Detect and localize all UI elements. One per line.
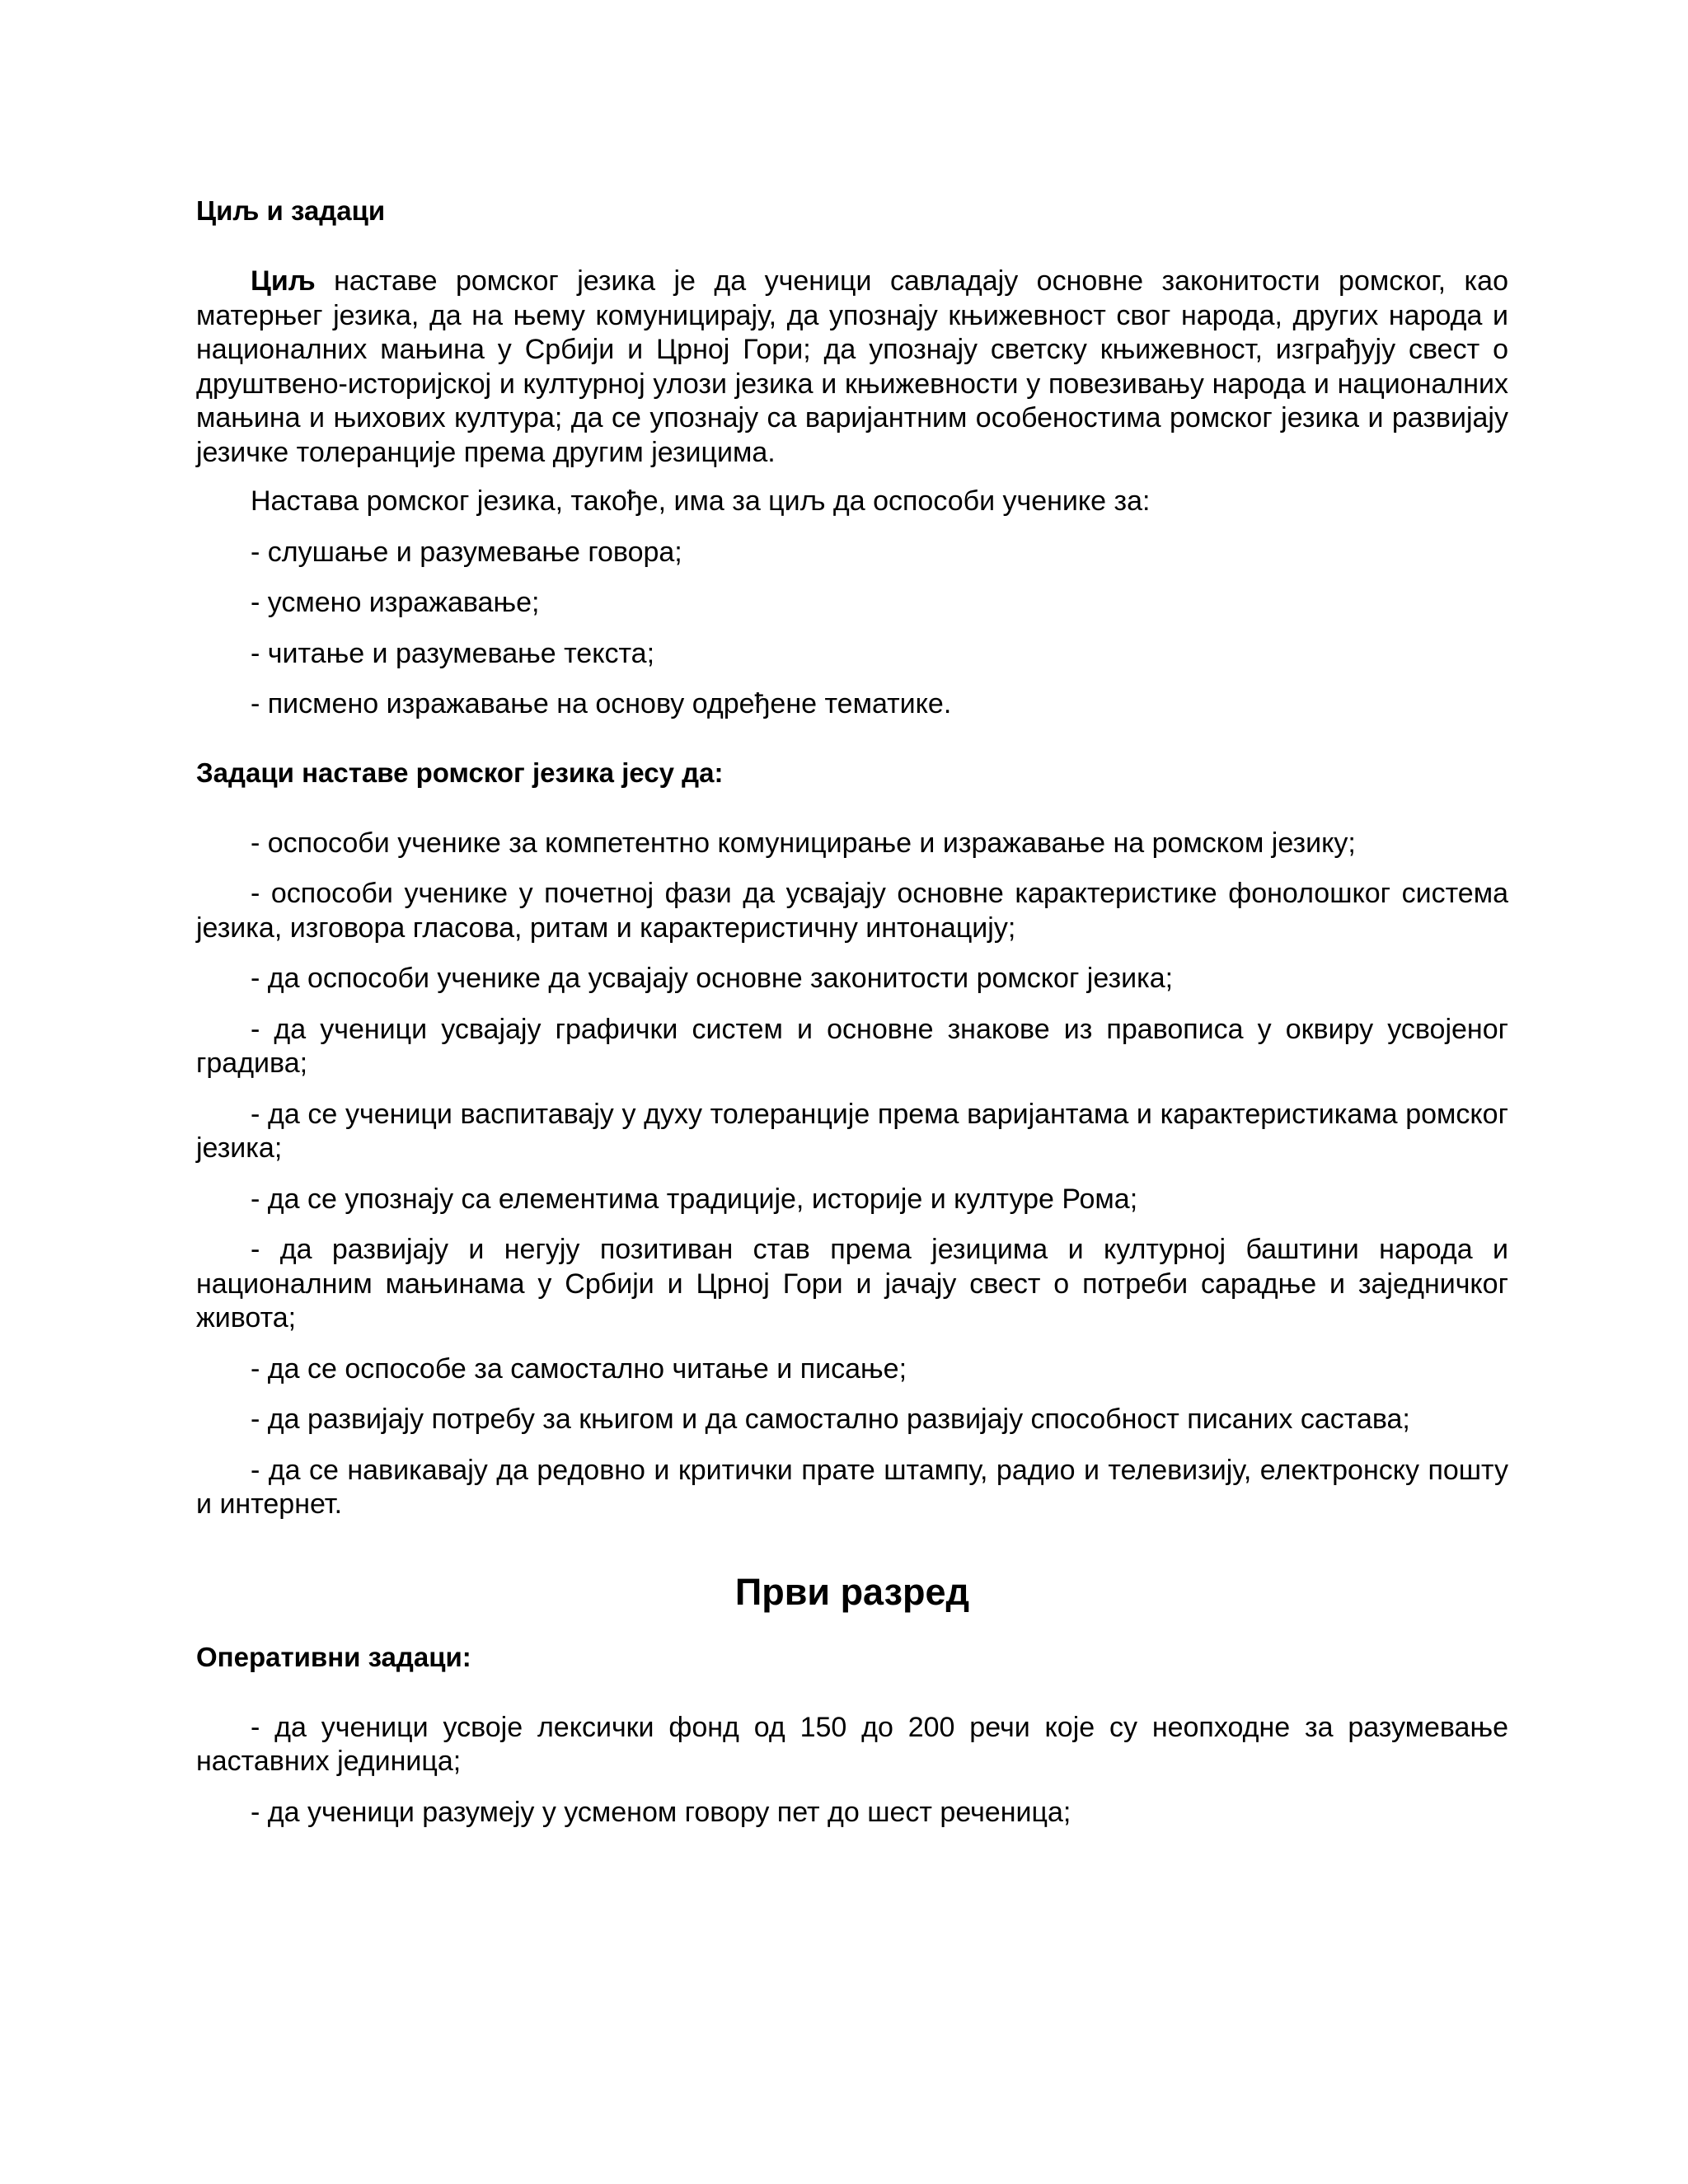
intro-paragraph: Настава ромског језика, такође, има за циљ да оспособи ученике за: [251,485,1151,517]
task-item: - да се навикавају да редовно и критички прате штампу, радио и телевизију, електронску пошту и интернет. [196,1454,1508,1520]
operative-item: - да ученици усвоје лексички фонд од 150 до 200 речи које су неопходне за разумевање наставних јединица; [196,1711,1508,1777]
operative-item: - да ученици разумеју у усменом говору пет до шест реченица; [251,1796,1071,1828]
task-item: - да развијају и негују позитиван став према језицима и културној баштини народа и националним мањинама у Србији и Црној Гори и јачају свест о потреби сарадње и заједничког живота; [196,1234,1508,1333]
task-item: - оспособи ученике за компетентно комуницирање и изражавање на ромском језику; [251,827,1356,859]
section-heading-operative: Оперативни задаци: [196,1641,471,1672]
goal-text: наставе ромског језика је да ученици савладају основне законитости ромског, као матерњег језика, да на њему комуницирају, да упознају књижевност свог народа, других народа и националних мањина у Србији и Црној Гори; да упознају светску књижевност, изграђују свест о друштвено-историјској и културној улози језика и књижевности у повезивању народа и националних мањина и њихових култура; да се упознају са варијантним особеностима ромског језика и развијају језичке толеранције према другим језицима. [196,265,1508,468]
section-heading-goal: Циљ и задаци [196,195,386,226]
task-item: - да се ученици васпитавају у духу толеранције према варијантама и карактеристикама ромског језика; [196,1098,1508,1164]
grade-title: Први разред [734,1570,970,1613]
skill-item: - писмено изражавање на основу одређене тематике. [251,688,952,719]
goal-paragraph [196,265,1508,470]
task-item: - да се оспособе за самостално читање и писање; [251,1352,907,1385]
task-item: - да оспособи ученике да усвајају основне законитости ромског језика; [251,963,1174,994]
skill-item: - читање и разумевање текста; [251,637,655,669]
document-page [196,194,1508,1830]
task-item: - да ученици усвајају графички систем и основне знакове из правописа у оквиру усвојеног градива; [196,1013,1508,1079]
goal-word: Циљ [251,265,316,297]
task-item: - да развијају потребу за књигом и да самостално развијају способност писаних састава; [251,1404,1410,1435]
skill-item: - усмено изражавање; [251,587,540,618]
skill-item: - слушање и разумевање говора; [251,536,682,568]
task-item: - оспособи ученике у почетној фази да усвајају основне карактеристике фонолошког система језика, изговора гласова, ритам и карактеристичну интонацију; [196,878,1508,944]
section-heading-tasks: Задаци наставе ромског језика јесу да: [196,757,724,788]
task-item: - да се упознају са елементима традиције, историје и културе Рома; [251,1183,1138,1215]
